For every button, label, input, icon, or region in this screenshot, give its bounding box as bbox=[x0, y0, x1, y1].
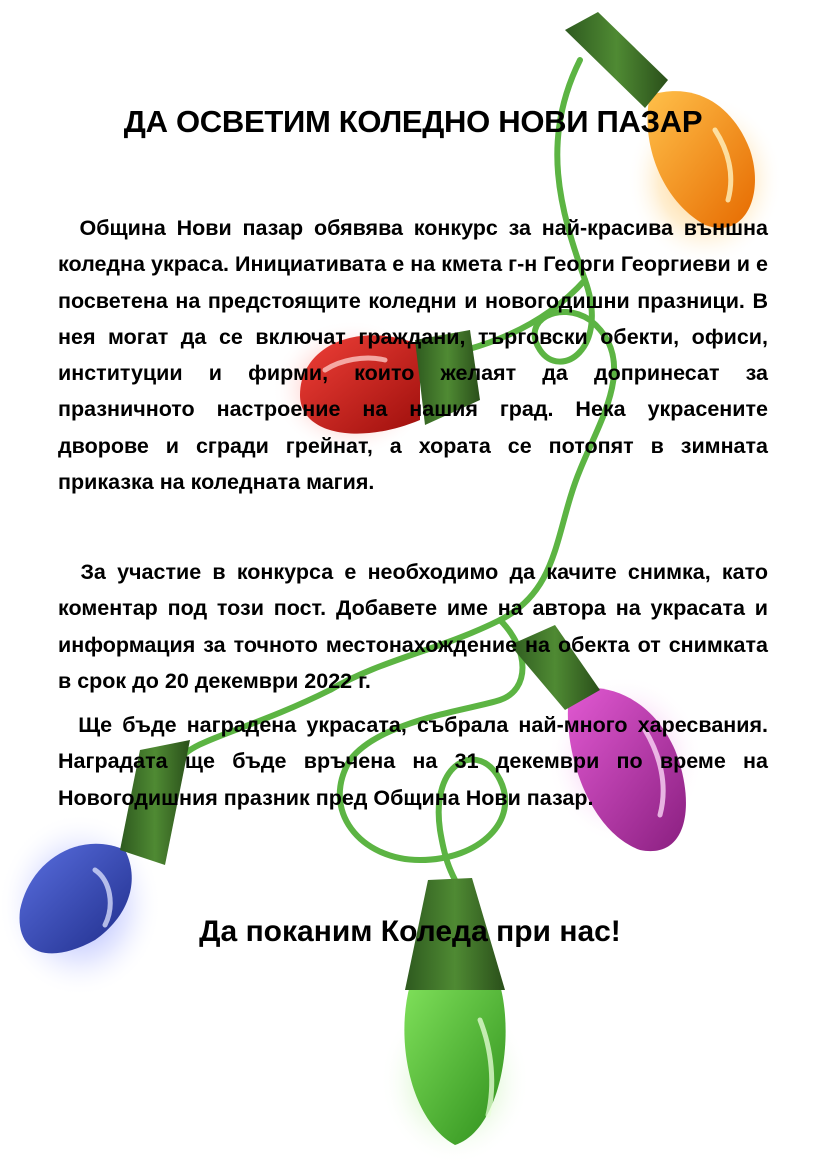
paragraph-participation: За участие в конкурса е необходимо да качите снимка, като коментар под този пост. Добавете име на автора на украсата и информация за точното местонахождение на обекта от снимката в срок до 20 декември 2022 г. bbox=[58, 560, 768, 693]
closing-slogan: Да поканим Коледа при нас! bbox=[199, 915, 621, 948]
page-title: ДА ОСВЕТИМ КОЛЕДНО НОВИ ПАЗАР bbox=[123, 104, 703, 139]
paragraph-announcement: Община Нови пазар обявява конкурс за най-красива външна коледна украса. Инициативата е на кмета г-н Георги Георгиеви и е посветена на предстоящите коледни и новогодишни празници. В нея могат да се включат граждани, търговски обекти, офиси, институции и фирми, които желаят да допринесат за празничното настроение на нашия град. Нека украсените дворове и сгради грейнат, а хората се потопят в зимната приказка на коледната магия. bbox=[58, 216, 768, 495]
paragraph-award: Ще бъде наградена украсата, събрала най-много харесвания. Наградата ще бъде връчена на 31 декември по време на Новогодишния празник пред Община Нови пазар. bbox=[58, 713, 768, 810]
